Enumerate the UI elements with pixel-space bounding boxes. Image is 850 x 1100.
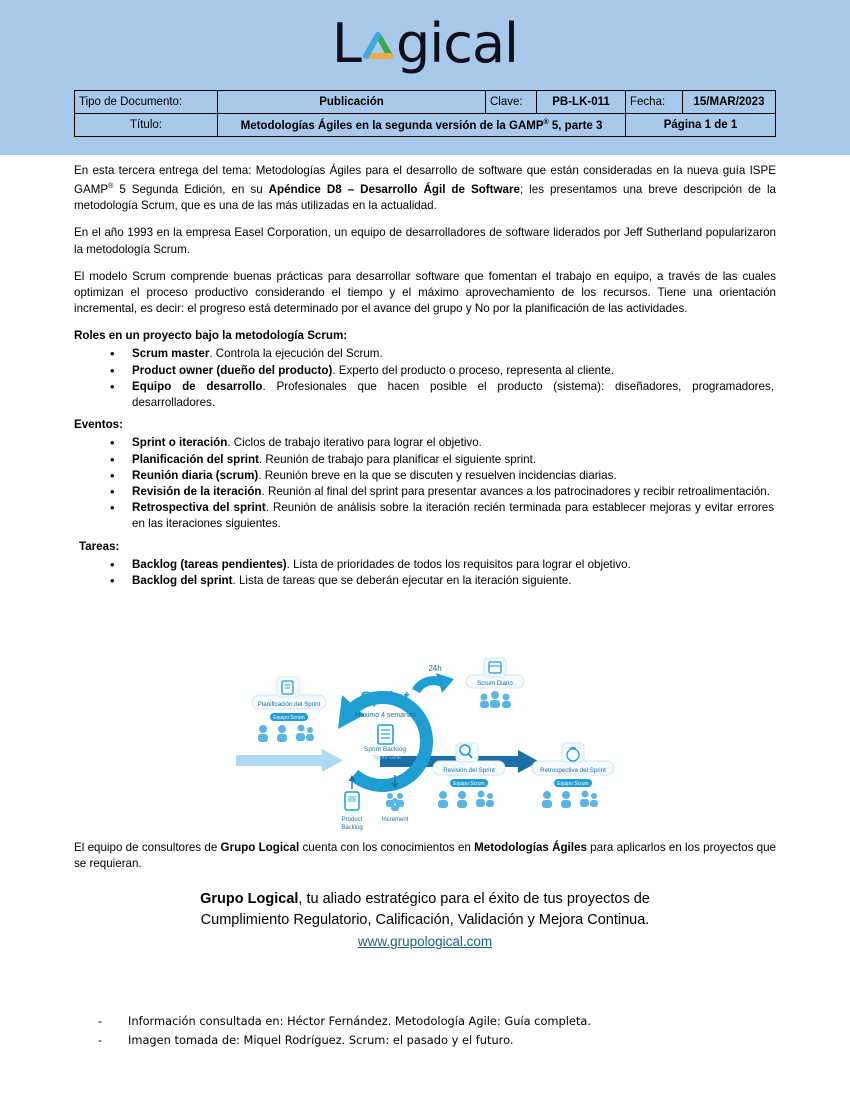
titulo-label: Título: xyxy=(75,114,218,137)
list-item-description: . Reunión de análisis sobre la iteración recién terminada para establecer mejoras y evitar errores en las iteraciones siguientes. xyxy=(132,501,774,531)
source-item: - Imagen tomada de: Miquel Rodríguez. Scrum: el pasado y el futuro. xyxy=(98,1031,798,1050)
scrum-framework-diagram xyxy=(230,655,620,835)
source-item: - Información consultada en: Héctor Fernández. Metodología Agile: Guía completa. xyxy=(98,1012,798,1031)
clave-label: Clave: xyxy=(486,91,537,114)
paragraph-intro xyxy=(74,163,776,214)
company-logo xyxy=(0,14,850,76)
sources-list xyxy=(98,1012,798,1050)
list-item xyxy=(132,468,776,484)
list-item-term: Sprint o iteración xyxy=(132,436,228,450)
diagram-retrospective-label: Retrospectiva del Sprint xyxy=(540,767,606,774)
text-run-1: Grupo Logical xyxy=(220,841,300,854)
text-run-0: En esta tercera entrega del tema: Metodologías Ágiles para el desarrollo de software que están consideradas en la nueva guía ISPE GAMP xyxy=(74,164,776,197)
diagram-daily-scrum-people-icons xyxy=(480,691,511,708)
diagram-review-team-badge xyxy=(450,779,488,787)
closing-paragraph xyxy=(74,840,776,872)
diagram-sprint-goal-label: Sprint Goal xyxy=(373,755,401,761)
list-item xyxy=(132,484,776,500)
list-item-description: . Lista de tareas que se deberán ejecutar en la iteración siguiente. xyxy=(232,573,572,587)
tagline-rest: , tu aliado estratégico para el éxito de tus proyectos de xyxy=(298,891,650,908)
tagline-line2: Cumplimiento Regulatorio, Calificación, Validación y Mejora Continua. xyxy=(200,912,650,929)
diagram-planning-label: Planificación del Sprint xyxy=(257,701,321,708)
document-header-table xyxy=(74,90,776,137)
text-run-0: En el año 1993 en la empresa Easel Corporation, un equipo de desarrolladores de software liderados por Jeff Sutherland popularizaron la metodología Scrum. xyxy=(74,226,776,256)
list-item-term: Product owner (dueño del producto) xyxy=(132,363,333,377)
list-item-description: . Reunión breve en la que se discuten y resuelven incidencias diarias. xyxy=(258,468,617,482)
list-item-description: . Profesionales que hacen posible el producto (sistema): diseñadores, programadores, desarrolladores. xyxy=(132,379,775,410)
text-run-2: 5 Segunda Edición, en su xyxy=(113,183,269,197)
list-item xyxy=(132,452,776,468)
website-link[interactable]: www.grupological.com xyxy=(357,934,493,950)
diagram-planning-people-icons xyxy=(258,725,314,743)
diagram-sprint-cycle-arrow xyxy=(349,697,427,785)
closing-section xyxy=(74,840,776,952)
bullet-list-eventos xyxy=(74,435,776,532)
tipo-documento-label: Tipo de Documento: xyxy=(75,91,218,114)
fecha-value: 15/MAR/2023 xyxy=(683,91,776,114)
list-item-description: . Experto del producto o proceso, representa al cliente. xyxy=(332,363,614,377)
list-item-description: . Reunión al final del sprint para presentar avances a los patrocinadores y recibir retroalimentación. xyxy=(261,484,770,498)
logo-letters-gical: gical xyxy=(396,12,519,75)
diagram-retrospective-team-label: Equipo Scrum xyxy=(557,781,589,787)
list-item-description: . Reunión de trabajo para planificar el siguiente sprint. xyxy=(258,452,537,466)
list-item-term: Revisión de la iteración xyxy=(132,484,262,498)
text-run-4: ; les presentamos una breve descripción de la metodología Scrum, que es una de las más utilizadas en la actualidad. xyxy=(74,183,776,213)
bullet-list-tareas xyxy=(74,557,776,589)
section-heading-tareas: Tareas: xyxy=(79,539,120,553)
diagram-increment-label: Increment xyxy=(381,817,409,823)
diagram-planning-team-badge xyxy=(270,713,308,721)
logo-letter-l: L xyxy=(331,12,361,75)
document-body xyxy=(74,163,776,595)
table-row-document-info xyxy=(75,91,776,114)
fecha-label: Fecha: xyxy=(626,91,683,114)
list-item xyxy=(132,346,776,362)
titulo-text-post: 5, parte 3 xyxy=(548,119,603,132)
scrum-diagram-container xyxy=(0,655,850,835)
diagram-review-label: Revisión del Sprint xyxy=(443,767,495,774)
diagram-daily-scrum-label: Scrum Diario xyxy=(477,680,513,687)
diagram-sprint-backlog-label: Sprint Backlog xyxy=(364,746,406,753)
list-item xyxy=(132,435,776,451)
bullet-list-roles xyxy=(74,346,776,411)
diagram-sprint-title: Sprint xyxy=(360,688,410,707)
list-item xyxy=(132,363,776,379)
text-run-3: Apéndice D8 – Desarrollo Ágil de Software xyxy=(268,183,520,197)
clave-value: PB-LK-011 xyxy=(537,91,626,114)
list-item-term: Retrospectiva del sprint xyxy=(132,501,266,515)
text-run-2: cuenta con los conocimientos en xyxy=(299,841,475,854)
diagram-sprint-backlog-icon xyxy=(378,725,393,744)
text-run-0: El equipo de consultores de xyxy=(74,841,221,854)
list-item-term: Reunión diaria (scrum) xyxy=(132,468,259,482)
text-run-1: ® xyxy=(108,183,114,191)
text-run-3: Metodologías Ágiles xyxy=(474,841,587,854)
website-url-line xyxy=(74,932,776,952)
list-item xyxy=(132,500,776,532)
list-item-term: Equipo de desarrollo xyxy=(132,379,263,393)
intro-paragraphs xyxy=(74,163,776,317)
list-item-term: Planificación del sprint xyxy=(132,452,259,466)
list-item xyxy=(132,557,776,573)
list-item xyxy=(132,573,776,589)
diagram-24h-label: 24h xyxy=(428,664,442,673)
list-item-description: . Lista de prioridades de todos los requisitos para lograr el objetivo. xyxy=(286,557,631,571)
company-tagline xyxy=(74,889,776,931)
diagram-retrospective-team-badge xyxy=(554,779,592,787)
diagram-product-backlog-line2: Backlog xyxy=(341,825,363,831)
diagram-retrospective-people-icons xyxy=(542,791,598,809)
header-band xyxy=(0,0,850,155)
pagina-value: Página 1 de 1 xyxy=(626,114,776,137)
text-run-0: El modelo Scrum comprende buenas prácticas para desarrollar software que fomentan el trabajo en equipo, a través de las cuales optimizan el proceso productivo considerando el tiempo y el máximo aprovechamiento de los recursos. Tiene una orientación incremental, es decir: el progreso está determinado por el avance del grupo y No por la planificación de las actividades. xyxy=(74,269,776,316)
diagram-planning-team-label: Equipo Scrum xyxy=(273,715,305,721)
section-heading-eventos: Eventos: xyxy=(74,418,123,432)
titulo-text-pre: Metodologías Ágiles en la segunda versión de la GAMP xyxy=(240,119,544,132)
list-item-term: Backlog del sprint xyxy=(132,573,233,587)
diagram-product-backlog-line1: Product xyxy=(341,817,363,823)
list-item-term: Backlog (tareas pendientes) xyxy=(132,557,287,571)
diagram-sprint-subtitle: Máximo 4 semanas xyxy=(354,712,416,719)
registered-trademark-icon: ® xyxy=(543,118,549,126)
paragraph-history xyxy=(74,225,776,257)
section-heading-roles: Roles en un proyecto bajo la metodología Scrum: xyxy=(74,329,348,343)
text-run-4: para aplicarlos en los proyectos que se requieran. xyxy=(74,841,777,871)
logo-wordmark xyxy=(332,14,518,74)
list-item-term: Scrum master xyxy=(132,347,210,361)
tagline-company-name: Grupo Logical xyxy=(200,891,299,908)
diagram-inflow-arrow xyxy=(236,749,343,772)
list-item-description: . Ciclos de trabajo iterativo para lograr el objetivo. xyxy=(227,436,482,450)
table-row-title-info xyxy=(75,114,776,137)
logo-triangle-icon xyxy=(358,20,398,60)
diagram-review-team-label: Equipo Scrum xyxy=(453,781,485,787)
list-item-description: . Controla la ejecución del Scrum. xyxy=(209,347,383,361)
tipo-documento-value: Publicación xyxy=(218,91,486,114)
titulo-value xyxy=(218,114,626,137)
paragraph-model xyxy=(74,269,776,318)
diagram-review-people-icons xyxy=(438,791,494,809)
content-sections xyxy=(74,328,776,588)
list-item xyxy=(132,379,776,411)
